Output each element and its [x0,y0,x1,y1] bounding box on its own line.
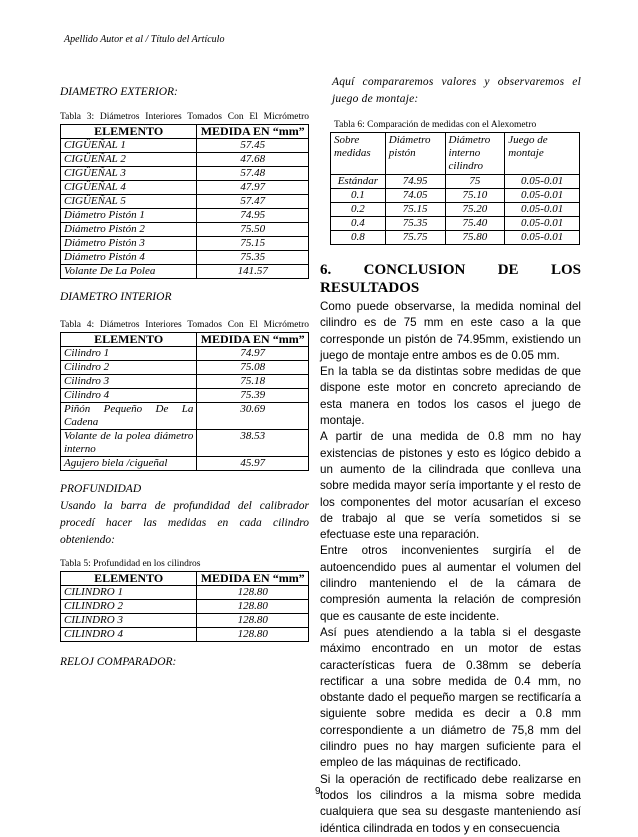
table4-row-cell: 45.97 [197,457,309,471]
table5-row [61,628,309,642]
table6-row-cell: 74.95 [385,175,445,189]
table3-row [61,209,309,223]
section-diametro-exterior: DIAMETRO EXTERIOR: [60,86,178,98]
table4-row-cell: 38.53 [197,430,309,457]
table3-row-cell: Diámetro Pistón 4 [61,251,197,265]
table3-row-cell: 57.47 [197,195,309,209]
table5-header-elemento: ELEMENTO [61,572,197,586]
table5-row-cell: 128.80 [197,600,309,614]
table3-row-cell: 75.15 [197,237,309,251]
table3-row-cell: CIGÜEÑAL 3 [61,167,197,181]
table5-row [61,600,309,614]
table4-header-medida: MEDIDA EN “mm” [197,333,309,347]
table6-row-cell: 0.05-0.01 [505,203,580,217]
table4-row [61,389,309,403]
paragraph: Así pues atendiendo a la tabla si el desgaste máximo encontrado en un motor de estas características fuera de 0.38mm se debería rectificar a una sobre medida de 0.4 mm, no obstante dado el pequeño margen se rectificaría a siguiente sobre medida es decir a 0.8 mm correspondiente a un diámetro de 75,8 mm del cilindro pues no hay margen suficiente para el empleo de las máquinas de rectificado. [320,625,581,770]
table-6 [330,132,580,245]
conclusion-word-1: CONCLUSION [363,262,466,278]
table4-row-cell: Agujero biela /cigueñal [61,457,197,471]
table6-row-cell: 75.15 [385,203,445,217]
table6-row [331,203,580,217]
table5-row [61,586,309,600]
table6-row [331,189,580,203]
table6-caption: Tabla 6: Comparación de medidas con el Alexometro [334,120,537,130]
table3-row [61,237,309,251]
running-head: Apellido Autor et al / Título del Artículo [64,34,225,45]
table5-row [61,614,309,628]
table-3 [60,124,309,279]
table3-row-cell: 47.68 [197,153,309,167]
table3-row-cell: Diámetro Pistón 1 [61,209,197,223]
conclusion-number: 6. [320,262,332,278]
table6-header-diametro-piston: Diámetro pistón [385,133,445,175]
table4-row-cell: 75.08 [197,361,309,375]
table4-row [61,361,309,375]
table6-row [331,217,580,231]
table3-row-cell: 57.48 [197,167,309,181]
table4-row-cell: Cilindro 2 [61,361,197,375]
paragraph: A partir de una medida de 0.8 mm no hay existencias de pistones y esto es lógico debido a un aumento de la cilindrada que conlleva una sobre medida mayor sería importante y el resto de los componentes del motor acusarían el exceso de trabajo al que se vería sometidos si se efectuase este una reparación. [320,430,581,542]
paragraph: Entre otros inconvenientes surgiría el de autoencendido pues al aumentar el volumen del cilindro manteniendo el de la cámara de compresión aumenta la relación de compresión que es causante de este incidente. [320,544,581,623]
table5-row-cell: CILINDRO 3 [61,614,197,628]
table4-row [61,457,309,471]
table3-row-cell: Diámetro Pistón 2 [61,223,197,237]
table5-row-cell: CILINDRO 2 [61,600,197,614]
table3-row-cell: CIGÜEÑAL 2 [61,153,197,167]
table3-row-cell: Volante De La Polea [61,265,197,279]
left-column [60,86,309,668]
table5-row-cell: CILINDRO 1 [61,586,197,600]
table6-header-sobre-medidas: Sobre medidas [331,133,386,175]
table3-row [61,251,309,265]
table4-row-cell: Cilindro 1 [61,347,197,361]
table6-row [331,231,580,245]
table6-row-cell: 0.1 [331,189,386,203]
table3-row [61,265,309,279]
table3-row [61,153,309,167]
table5-row-cell: CILINDRO 4 [61,628,197,642]
table6-row-cell: 75.75 [385,231,445,245]
table6-row-cell: 0.2 [331,203,386,217]
table4-row-cell: Volante de la polea diámetro interno [61,430,197,457]
paragraph: Si la operación de rectificado debe realizarse en todos los cilindros a la misma sobre medida cualquiera que sea su desgaste manteniendo así idéntica cilindrada en todos y en consecuencia [320,772,581,835]
table6-row-cell: 75.40 [445,217,505,231]
table3-row [61,167,309,181]
table6-row-cell: 74.05 [385,189,445,203]
table6-row-cell: Estándar [331,175,386,189]
table6-row-cell: 75.20 [445,203,505,217]
table4-header-elemento: ELEMENTO [61,333,197,347]
table3-row-cell: CIGÜEÑAL 5 [61,195,197,209]
table6-row-cell: 0.8 [331,231,386,245]
table4-row [61,430,309,457]
section-diametro-interior: DIAMETRO INTERIOR [60,291,172,303]
table3-row [61,223,309,237]
table4-caption: Tabla 4: Diámetros Interiores Tomados Con El Micrómetro [60,320,309,330]
table6-row-cell: 75.10 [445,189,505,203]
table3-row-cell: CIGÜEÑAL 1 [61,139,197,153]
table6-header-diametro-interno: Diámetro interno cilindro [445,133,505,175]
conclusion-word-2: DE [497,262,519,278]
right-column [320,74,581,837]
conclusion-heading [320,261,581,297]
table5-caption: Tabla 5: Profundidad en los cilindros [60,559,201,569]
table6-row-cell: 0.4 [331,217,386,231]
table4-row-cell: 74.97 [197,347,309,361]
conclusion-body [320,299,581,837]
table3-row-cell: Diámetro Pistón 3 [61,237,197,251]
intro-text: Aquí compararemos valores y observaremos el juego de montaje: [332,76,581,105]
table4-row [61,403,309,430]
table6-row-cell: 0.05-0.01 [505,189,580,203]
table6-row-cell: 0.05-0.01 [505,217,580,231]
table5-row-cell: 128.80 [197,614,309,628]
section-reloj-comparador: RELOJ COMPARADOR: [60,656,177,668]
table4-row [61,347,309,361]
table4-row-cell: Piñón Pequeño De La Cadena [61,403,197,430]
table3-header-elemento: ELEMENTO [61,125,197,139]
table3-row-cell: 47.97 [197,181,309,195]
paragraph: En la tabla se da distintas sobre medidas de que dispone este motor en concreto apreciando de esta manera en todos los casos el juego de montaje. [320,365,581,428]
table6-row-cell: 75.80 [445,231,505,245]
profundidad-text: Usando la barra de profundidad del calibrador procedí hacer las medidas en cada cilindro obteniendo: [60,500,309,546]
table5-header-medida: MEDIDA EN “mm” [197,572,309,586]
table3-row [61,139,309,153]
table6-row-cell: 75.35 [385,217,445,231]
table3-header-medida: MEDIDA EN “mm” [197,125,309,139]
table6-header-juego-montaje: Juego de montaje [505,133,580,175]
table4-row-cell: 30.69 [197,403,309,430]
section-profundidad: PROFUNDIDAD [60,483,142,495]
table-4 [60,332,309,471]
table3-caption: Tabla 3: Diámetros Interiores Tomados Con El Micrómetro [60,112,309,122]
table3-row-cell: 74.95 [197,209,309,223]
table6-row-cell: 0.05-0.01 [505,175,580,189]
table3-row-cell: 75.50 [197,223,309,237]
table6-row [331,175,580,189]
table3-row [61,195,309,209]
table4-row-cell: Cilindro 4 [61,389,197,403]
table3-row [61,181,309,195]
table4-row-cell: Cilindro 3 [61,375,197,389]
table3-row-cell: 141.57 [197,265,309,279]
table5-row-cell: 128.80 [197,586,309,600]
table6-row-cell: 75 [445,175,505,189]
conclusion-word-4: RESULTADOS [320,280,420,296]
paragraph: Como puede observarse, la medida nominal del cilindro es de 75 mm en este caso a la que corresponde un pistón de 74.95mm, existiendo un juego de montaje entre ambos es de 0.05 mm. [320,300,581,362]
table4-row-cell: 75.39 [197,389,309,403]
table3-row-cell: 75.35 [197,251,309,265]
table-5 [60,571,309,642]
table4-row [61,375,309,389]
table3-row-cell: CIGÜEÑAL 4 [61,181,197,195]
table5-row-cell: 128.80 [197,628,309,642]
conclusion-word-3: LOS [550,262,581,278]
table3-row-cell: 57.45 [197,139,309,153]
table6-row-cell: 0.05-0.01 [505,231,580,245]
table4-row-cell: 75.18 [197,375,309,389]
page-number: 9 [315,786,321,797]
